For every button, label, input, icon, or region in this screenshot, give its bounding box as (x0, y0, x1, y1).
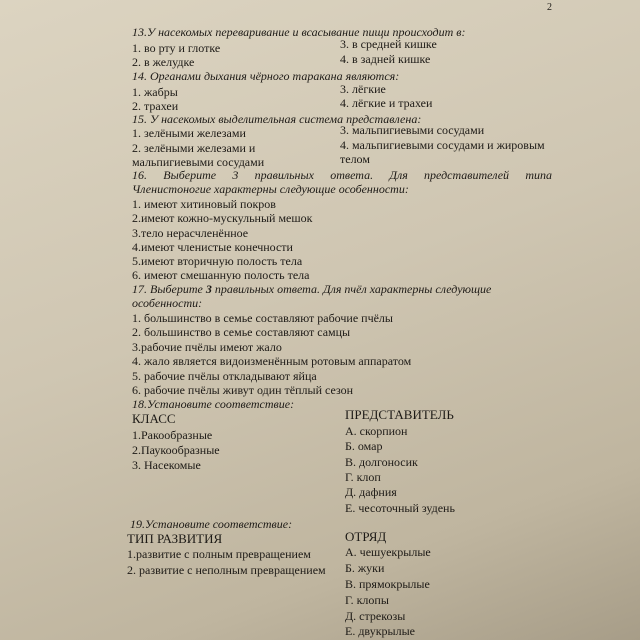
q19-right-e: Е. двукрылые (345, 624, 415, 638)
q19-right-header: ОТРЯД (345, 529, 387, 544)
q17-count: 3 (205, 282, 212, 296)
q15-option-1: 1. зелёными железами (132, 126, 246, 140)
question-14: 14. Органами дыхания чёрного таракана являются: (132, 69, 400, 83)
q15-option-3: 3. мальпигиевыми сосудами (340, 123, 485, 137)
q19-left-2: 2. развитие с неполным превращением (127, 563, 326, 577)
question-17 (132, 283, 491, 296)
q13-option-4: 4. в задней кишке (340, 52, 431, 66)
q16-option-4: 4.имеют членистые конечности (132, 240, 293, 254)
question-18: 18.Установите соответствие: (132, 397, 295, 411)
q18-left-3: 3. Насекомые (132, 458, 201, 472)
q13-option-2: 2. в желудке (132, 55, 195, 69)
q15-option-4-cont: телом (340, 152, 370, 166)
q19-right-a: А. чешуекрылые (345, 545, 431, 559)
q18-right-d: Д. дафния (345, 485, 397, 499)
q14-option-1: 1. жабры (132, 85, 178, 99)
q13-option-1: 1. во рту и глотке (132, 41, 221, 55)
q16-option-3: 3.тело нерасчленённое (132, 226, 249, 240)
q18-left-header: КЛАСС (132, 411, 176, 426)
q13-option-3: 3. в средней кишке (340, 37, 437, 51)
question-15: 15. У насекомых выделительная система представлена: (132, 112, 422, 126)
q18-right-g: Г. клоп (345, 470, 381, 484)
q15-option-4: 4. мальпигиевыми сосудами и жировым (340, 138, 545, 152)
q19-right-g: Г. клопы (345, 593, 389, 607)
q14-option-4: 4. лёгкие и трахеи (340, 96, 433, 110)
q15-option-2-cont: мальпигиевыми сосудами (132, 155, 265, 169)
q19-left-1: 1.развитие с полным превращением (127, 547, 311, 561)
q17-option-5: 5. рабочие пчёлы откладывают яйца (132, 369, 317, 383)
question-13: 13.У насекомых переваривание и всасывание пищи происходит в: (132, 25, 466, 39)
q19-right-b: Б. жуки (345, 561, 385, 575)
q19-right-d: Д. стрекозы (345, 609, 406, 623)
q18-right-header: ПРЕДСТАВИТЕЛЬ (345, 407, 454, 422)
q17-option-3: 3.рабочие пчёлы имеют жало (132, 340, 282, 354)
question-16: 16. Выберите 3 правильных ответа. Для представителей типа (132, 168, 552, 182)
q17-option-1: 1. большинство в семье составляют рабочие пчёлы (132, 311, 393, 325)
q16-option-2: 2.имеют кожно-мускульный мешок (132, 211, 313, 225)
q17-option-4: 4. жало является видоизменённым ротовым аппаратом (132, 354, 412, 368)
q19-right-v: В. прямокрылые (345, 577, 430, 591)
q17-option-2: 2. большинство в семье составляют самцы (132, 325, 351, 339)
q16-option-5: 5.имеют вторичную полость тела (132, 254, 303, 268)
q14-option-3: 3. лёгкие (340, 82, 386, 96)
q18-left-2: 2.Паукообразные (132, 443, 220, 457)
q16-option-1: 1. имеют хитиновый покров (132, 197, 276, 211)
q17-prefix: 17. Выберите (132, 282, 203, 296)
q18-right-v: В. долгоносик (345, 455, 418, 469)
question-16-cont: Членистоногие характерны следующие особенности: (132, 182, 409, 196)
q16-option-6: 6. имеют смешанную полость тела (132, 268, 310, 282)
question-19: 19.Установите соответствие: (130, 517, 293, 531)
q14-option-2: 2. трахеи (132, 99, 179, 113)
q15-option-2: 2. зелёными железами и (132, 141, 256, 155)
q17-option-6: 6. рабочие пчёлы живут один тёплый сезон (132, 383, 354, 397)
page-number: 2 (547, 2, 552, 13)
q17-text: правильных ответа. Для пчёл характерны следующие (214, 282, 492, 296)
q18-right-e: Е. чесоточный зудень (345, 501, 455, 515)
q19-left-header: ТИП РАЗВИТИЯ (127, 531, 223, 546)
q18-left-1: 1.Ракообразные (132, 428, 213, 442)
q18-right-a: А. скорпион (345, 424, 408, 438)
question-17-cont: особенности: (132, 296, 203, 310)
q18-right-b: Б. омар (345, 439, 383, 453)
